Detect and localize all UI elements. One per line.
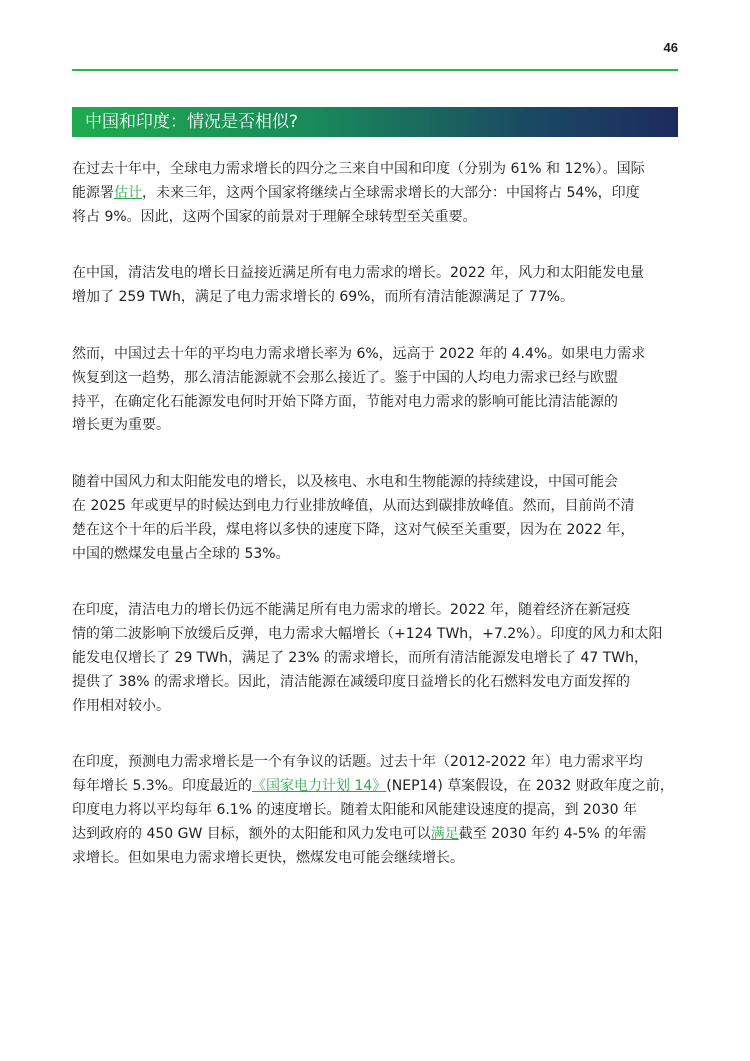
text-run: 作用相对较小。: [72, 697, 170, 714]
text-run: (NEP14) 草案假设，在 2032 财政年度之前，: [386, 778, 674, 795]
paragraph: [72, 262, 682, 310]
text-line: [72, 262, 682, 286]
text-run: 印度电力将以平均每年 6.1% 的速度增长。随着太阳能和风能建设速度的提高，到 2030 年: [72, 801, 637, 818]
text-line: [72, 823, 682, 847]
text-run: 在印度，清洁电力的增长仍远不能满足所有电力需求的增长。2022 年，随着经济在新冠疫: [72, 602, 631, 619]
text-line: [72, 775, 682, 799]
text-line: [72, 182, 682, 206]
text-run: 持平，在确定化石能源发电何时开始下降方面，节能对电力需求的影响可能比清洁能源的: [72, 393, 618, 410]
text-run: 在中国，清洁发电的增长日益接近满足所有电力需求的增长。2022 年，风力和太阳能发电量: [72, 265, 645, 282]
text-line: [72, 543, 682, 567]
text-line: [72, 471, 682, 495]
text-run: 恢复到这一趋势，那么清洁能源就不会那么接近了。鉴于中国的人均电力需求已经与欧盟: [72, 369, 618, 386]
text-run: 增长更为重要。: [72, 417, 170, 434]
text-run: 求增长。但如果电力需求增长更快，燃煤发电可能会继续增长。: [72, 849, 464, 866]
text-line: [72, 206, 682, 230]
text-line: [72, 799, 682, 823]
text-run: 情的第二波影响下放缓后反弹，电力需求大幅增长（+124 TWh，+7.2%）。印度的风力和太阳: [72, 626, 663, 643]
text-line: [72, 751, 682, 775]
text-line: [72, 391, 682, 415]
text-run: 在印度，预测电力需求增长是一个有争议的话题。过去十年（2012-2022 年）电力需求平均: [72, 754, 643, 771]
body-text: [72, 158, 682, 903]
text-run: 增加了 259 TWh，满足了电力需求增长的 69%，而所有清洁能源满足了 77%。: [72, 289, 575, 306]
text-line: [72, 847, 682, 871]
text-run: 能发电仅增长了 29 TWh，满足了 23% 的需求增长，而所有清洁能源发电增长了 47 TWh，: [72, 649, 648, 666]
text-run: 能源署: [72, 184, 114, 201]
paragraph: [72, 751, 682, 870]
text-run: 每年增长 5.3%。印度最近的: [72, 778, 253, 795]
paragraph: [72, 343, 682, 438]
text-run: 楚在这个十年的后半段，煤电将以多快的速度下降，这对气候至关重要，因为在 2022 年，: [72, 521, 635, 538]
text-run: 随着中国风力和太阳能发电的增长，以及核电、水电和生物能源的持续建设，中国可能会: [72, 474, 618, 491]
text-run: 然而，中国过去十年的平均电力需求增长率为 6%，远高于 2022 年的 4.4%。如果电力需求: [72, 345, 646, 362]
text-line: [72, 599, 682, 623]
text-run: 提供了 38% 的需求增长。因此，清洁能源在减缓印度日益增长的化石燃料发电方面发挥的: [72, 673, 631, 690]
text-run: 在过去十年中，全球电力需求增长的四分之三来自中国和印度（分别为 61% 和 12%）。国际: [72, 161, 645, 177]
text-line: [72, 343, 682, 367]
paragraph: [72, 158, 682, 229]
text-line: [72, 414, 682, 438]
text-run: 中国的燃煤发电量占全球的 53%。: [72, 545, 290, 562]
text-line: [72, 158, 682, 182]
text-line: [72, 367, 682, 391]
text-run: 在 2025 年或更早的时候达到电力行业排放峰值，从而达到碳排放峰值。然而，目前尚不清: [72, 497, 635, 514]
inline-link[interactable]: 估计: [114, 184, 142, 201]
text-line: [72, 286, 682, 310]
inline-link[interactable]: 《国家电力计划 14》: [252, 778, 387, 795]
text-line: [72, 495, 682, 519]
text-line: [72, 695, 682, 719]
section-title: 中国和印度：情况是否相似?: [72, 107, 678, 137]
header-divider: [72, 69, 678, 71]
text-run: 将占 9%。因此，这两个国家的前景对于理解全球转型至关重要。: [72, 208, 477, 225]
text-line: [72, 519, 682, 543]
text-line: [72, 647, 682, 671]
text-run: 达到政府的 450 GW 目标，额外的太阳能和风力发电可以: [72, 825, 431, 842]
text-line: [72, 623, 682, 647]
page-number: 46: [663, 40, 678, 55]
paragraph: [72, 471, 682, 566]
paragraph: [72, 599, 682, 718]
text-run: 截至 2030 年约 4-5% 的年需: [458, 825, 647, 842]
text-run: ，未来三年，这两个国家将继续占全球需求增长的大部分：中国将占 54%，印度: [142, 184, 640, 201]
text-line: [72, 671, 682, 695]
inline-link[interactable]: 满足: [430, 825, 459, 842]
